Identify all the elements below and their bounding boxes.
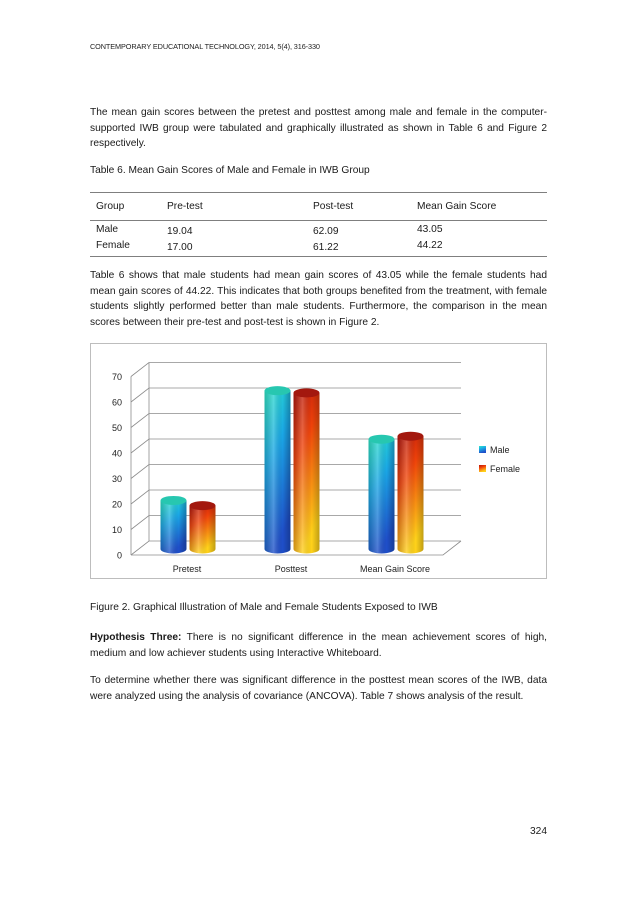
paragraph-results: Table 6 shows that male students had mean gain scores of 43.05 while the female students had mean gain scores of 44.22. This indicates that both groups benefited from the treatment, with female students slightly performed better than male students. Furthermore, the comparison in the mean scores between their pre-test and post-test is shown in Figure 2. <box>90 270 547 328</box>
table-cell: 19.04 <box>167 226 193 237</box>
gridline <box>131 363 461 377</box>
table-cell: Male <box>96 224 119 235</box>
table-header-cell: Group <box>96 201 125 212</box>
table-header-cell: Post-test <box>313 201 354 212</box>
hypothesis-text: There is no significant difference in the mean achievement scores of high, medium and low achiever students using Interactive Whiteboard. <box>90 632 547 659</box>
bar-chart <box>91 344 548 580</box>
data-table <box>90 192 547 257</box>
table-header-cell: Mean Gain Score <box>417 201 497 212</box>
bar-top <box>265 386 291 395</box>
table-header-cell: Pre-test <box>167 201 203 212</box>
table-cell: 62.09 <box>313 226 339 237</box>
y-tick-label: 50 <box>111 423 122 433</box>
table-header-row <box>90 193 547 221</box>
hypothesis-label: Hypothesis Three: <box>90 632 182 643</box>
y-tick-label: 40 <box>111 448 122 459</box>
bar-top <box>398 432 424 441</box>
bar-shading <box>369 439 395 553</box>
table-row <box>90 238 547 257</box>
hypothesis-paragraph <box>90 630 547 661</box>
legend-swatch <box>479 446 486 453</box>
bar-male-posttest <box>265 386 291 553</box>
bar-top <box>190 501 216 510</box>
table-cell: 17.00 <box>167 241 193 253</box>
table-cell: Female <box>96 239 130 251</box>
legend-label: Male <box>490 445 510 455</box>
x-tick-label: Mean Gain Score <box>359 564 431 574</box>
y-tick-label: 20 <box>111 499 122 510</box>
x-tick-label: Pretest <box>172 564 202 574</box>
bar-female-mean-gain-score <box>398 432 424 554</box>
bar-shading <box>190 506 216 554</box>
paragraph-ancova: To determine whether there was significant difference in the posttest mean scores of the IWB, data were analyzed using the analysis of covariance (ANCOVA). Table 7 shows analysis of the result. <box>90 675 547 702</box>
bar-top <box>369 435 395 444</box>
table-cell: 43.05 <box>417 224 443 235</box>
bar-shading <box>294 393 320 554</box>
y-tick-label: 30 <box>111 474 122 484</box>
x-tick-label: Posttest <box>274 564 308 574</box>
y-tick-label: 60 <box>111 397 122 408</box>
table-caption: Table 6. Mean Gain Scores of Male and Female in IWB Group <box>90 165 370 176</box>
table-cell: 61.22 <box>313 241 339 253</box>
bar-female-pretest <box>190 501 216 553</box>
bar-top <box>294 388 320 397</box>
bar-shading <box>161 500 187 553</box>
bar-female-posttest <box>294 388 320 553</box>
y-tick-label: 0 <box>116 550 122 561</box>
page-number: 324 <box>530 826 547 837</box>
bar-shading <box>265 391 291 554</box>
running-head: CONTEMPORARY EDUCATIONAL TECHNOLOGY, 2014, 5(4), 316-330 <box>90 42 320 51</box>
table-row <box>90 222 547 238</box>
y-tick-label: 10 <box>111 525 122 535</box>
y-tick-label: 70 <box>111 372 122 382</box>
table-cell: 44.22 <box>417 239 443 251</box>
bar-male-pretest <box>161 496 187 554</box>
bar-shading <box>398 436 424 553</box>
legend-swatch <box>479 465 486 472</box>
figure-caption: Figure 2. Graphical Illustration of Male and Female Students Exposed to IWB <box>90 602 438 613</box>
legend-label: Female <box>490 464 521 474</box>
bar-top <box>161 496 187 505</box>
paragraph-intro: The mean gain scores between the pretest and posttest among male and female in the computer-supported IWB group were tabulated and graphically illustrated as shown in Table 6 and Figure 2 respectively. <box>90 107 547 150</box>
bar-male-mean-gain-score <box>369 435 395 554</box>
chart-figure <box>90 343 547 579</box>
